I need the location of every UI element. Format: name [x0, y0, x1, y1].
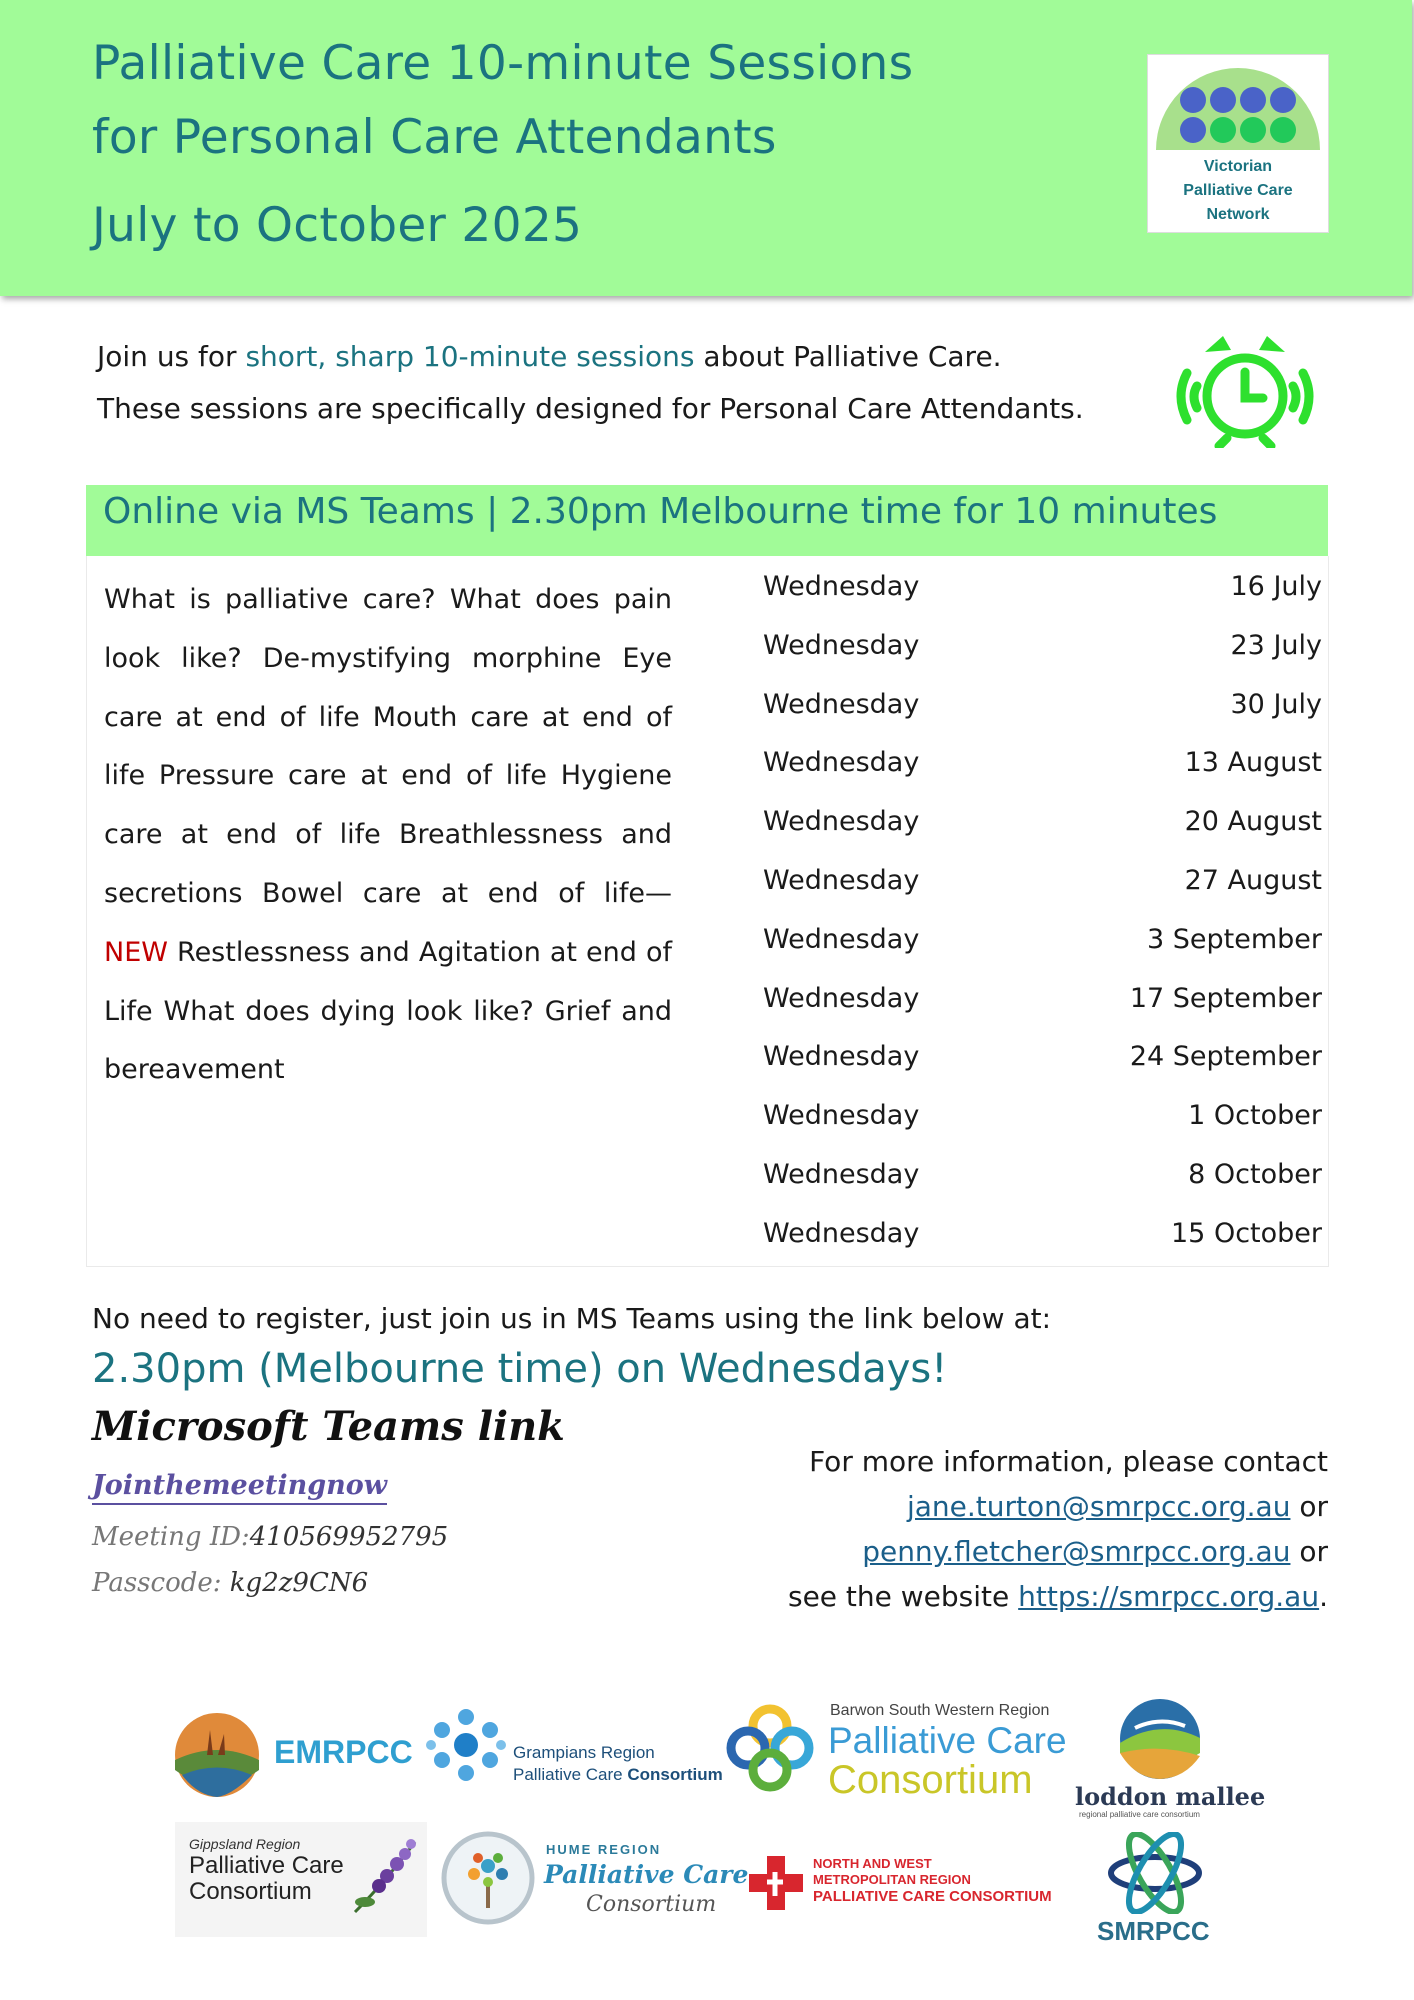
title-line-1: Palliative Care 10-minute Sessions — [92, 36, 914, 91]
session-info-text: Online via MS Teams | 2.30pm Melbourne time for 10 minutes — [103, 491, 1218, 532]
schedule-day: Wednesday — [763, 982, 920, 1014]
schedule-day: Wednesday — [763, 688, 920, 720]
schedule-day: Wednesday — [763, 1159, 920, 1190]
join-meeting-link[interactable]: Jointhemeetingnow — [92, 1470, 387, 1505]
north-west-line-1: NORTH AND WEST — [813, 1856, 932, 1871]
gippsland-line-1: Gippsland Region — [189, 1836, 301, 1852]
loddon-mallee-logo — [1075, 1698, 1266, 1819]
passcode-label: Passcode: — [92, 1568, 222, 1598]
barwon-line-1: Barwon South Western Region — [830, 1702, 1050, 1719]
grampians-flower-icon — [425, 1705, 507, 1785]
hume-line-2: Palliative Care — [544, 1860, 749, 1889]
contact-intro: For more information, please contact — [809, 1445, 1328, 1478]
intro-text-end: about Palliative Care. — [694, 340, 1002, 373]
meeting-id — [92, 1522, 448, 1552]
gippsland-flower-icon — [345, 1832, 425, 1922]
grampians-line-1: Grampians Region — [513, 1743, 655, 1762]
schedule-day: Wednesday — [763, 1100, 920, 1132]
contact-email-1-line — [907, 1490, 1328, 1523]
meeting-id-label: Meeting ID: — [92, 1522, 250, 1552]
teams-link-heading: Microsoft Teams link — [92, 1403, 565, 1450]
barwon-line-3: Consortium — [828, 1758, 1033, 1802]
north-west-cross-icon — [745, 1852, 807, 1914]
schedule-date: 1 October — [1188, 1100, 1322, 1132]
schedule-day: Wednesday — [763, 923, 920, 955]
barwon-line-2: Palliative Care — [828, 1720, 1067, 1761]
smrpcc-logo — [1095, 1832, 1215, 1947]
north-west-line-3: PALLIATIVE CARE CONSORTIUM — [813, 1888, 1052, 1905]
schedule-date: 13 August — [1184, 747, 1322, 779]
contact-email-2-line — [862, 1535, 1328, 1568]
alarm-clock-icon — [1165, 328, 1325, 448]
grampians-line-2 — [513, 1765, 723, 1785]
barwon-knot-icon — [722, 1700, 818, 1796]
intro-text: Join us for — [97, 340, 246, 373]
schedule-date: 27 August — [1184, 865, 1322, 896]
north-west-logo — [745, 1852, 1075, 1922]
new-badge: NEW — [104, 936, 168, 968]
hume-line-1: HUME REGION — [546, 1842, 662, 1857]
schedule-day: Wednesday — [763, 571, 920, 602]
hume-line-3: Consortium — [586, 1892, 717, 1917]
topics-text: What is palliative care? What does pain look like? De-mystifying morphine Eye care at end of life Mouth care at end of life Pressure care at end of life Hygiene care at end of life Breathlessness and secretions Bowel care at end of life— — [104, 584, 672, 909]
gippsland-line-2: Palliative Care — [189, 1852, 344, 1879]
emrpcc-logo — [172, 1710, 422, 1800]
schedule-date: 23 July — [1230, 629, 1322, 661]
website-suffix: . — [1319, 1580, 1328, 1613]
email-link-jane[interactable]: jane.turton@smrpcc.org.au — [906, 1490, 1291, 1523]
schedule-day: Wednesday — [763, 1217, 920, 1249]
schedule-date: 20 August — [1184, 806, 1322, 838]
hume-logo — [440, 1830, 749, 1930]
intro-line-2: These sessions are specifically designed for Personal Care Attendants. — [97, 392, 1084, 425]
schedule-date: 16 July — [1230, 571, 1322, 602]
north-west-line-2: METROPOLITAN REGION — [813, 1872, 971, 1887]
intro-accent: short, sharp 10-minute sessions — [245, 340, 695, 373]
or-text: or — [1290, 1490, 1328, 1523]
title-line-2: for Personal Care Attendants — [92, 110, 777, 165]
email-link-penny[interactable]: penny.fletcher@smrpcc.org.au — [862, 1535, 1291, 1568]
schedule-day: Wednesday — [763, 1041, 920, 1073]
loddon-landscape-icon — [1115, 1698, 1205, 1780]
vpcn-line-3: Network — [1206, 206, 1270, 223]
passcode — [92, 1568, 368, 1598]
vpcn-line-2: Palliative Care — [1183, 182, 1293, 199]
loddon-line-1: loddon mallee — [1075, 1782, 1266, 1811]
contact-website-line — [788, 1580, 1328, 1613]
smrpcc-atom-icon — [1105, 1832, 1205, 1914]
grampians-text-a: Palliative Care — [513, 1765, 628, 1784]
passcode-value: kg2z9CN6 — [229, 1568, 369, 1598]
intro-line-1 — [97, 340, 1002, 373]
topics-text-end: Restlessness and Agitation at end of Life What does dying look like? Grief and bereavement — [104, 936, 672, 1086]
header-banner — [0, 0, 1412, 296]
vpcn-dots-icon — [1148, 55, 1328, 155]
vpcn-line-1: Victorian — [1203, 158, 1273, 175]
schedule-day: Wednesday — [763, 629, 920, 661]
no-register-text: No need to register, just join us in MS Teams using the link below at: — [92, 1302, 1052, 1335]
emrpcc-text: EMRPCC — [274, 1734, 413, 1770]
schedule-date: 3 September — [1147, 923, 1322, 955]
website-link[interactable]: https://smrpcc.org.au — [1018, 1580, 1320, 1613]
gippsland-logo — [175, 1822, 427, 1937]
grampians-logo — [425, 1705, 723, 1795]
barwon-logo — [722, 1700, 1067, 1800]
schedule-date: 8 October — [1188, 1159, 1322, 1190]
topics-list — [104, 571, 672, 1100]
schedule-date: 30 July — [1230, 688, 1322, 720]
website-prefix: see the website — [787, 1580, 1019, 1613]
schedule-date: 15 October — [1171, 1217, 1322, 1249]
loddon-line-2: regional palliative care consortium — [1079, 1810, 1200, 1819]
gippsland-line-3: Consortium — [189, 1878, 312, 1905]
meeting-id-value: 410569952795 — [249, 1522, 449, 1552]
session-time: 2.30pm (Melbourne time) on Wednesdays! — [92, 1346, 948, 1392]
schedule-day: Wednesday — [763, 747, 920, 779]
schedule-date: 24 September — [1129, 1041, 1322, 1073]
schedule-day: Wednesday — [763, 865, 920, 896]
emrpcc-emblem-icon — [172, 1710, 262, 1800]
schedule-date: 17 September — [1129, 982, 1322, 1014]
title-line-3: July to October 2025 — [92, 198, 583, 253]
or-text: or — [1290, 1535, 1328, 1568]
grampians-text-b: Consortium — [627, 1765, 723, 1784]
smrpcc-text: SMRPCC — [1097, 1916, 1210, 1946]
schedule-day: Wednesday — [763, 806, 920, 838]
vpcn-logo — [1147, 54, 1329, 233]
hume-tree-icon — [440, 1830, 536, 1926]
session-info-band — [86, 485, 1328, 556]
